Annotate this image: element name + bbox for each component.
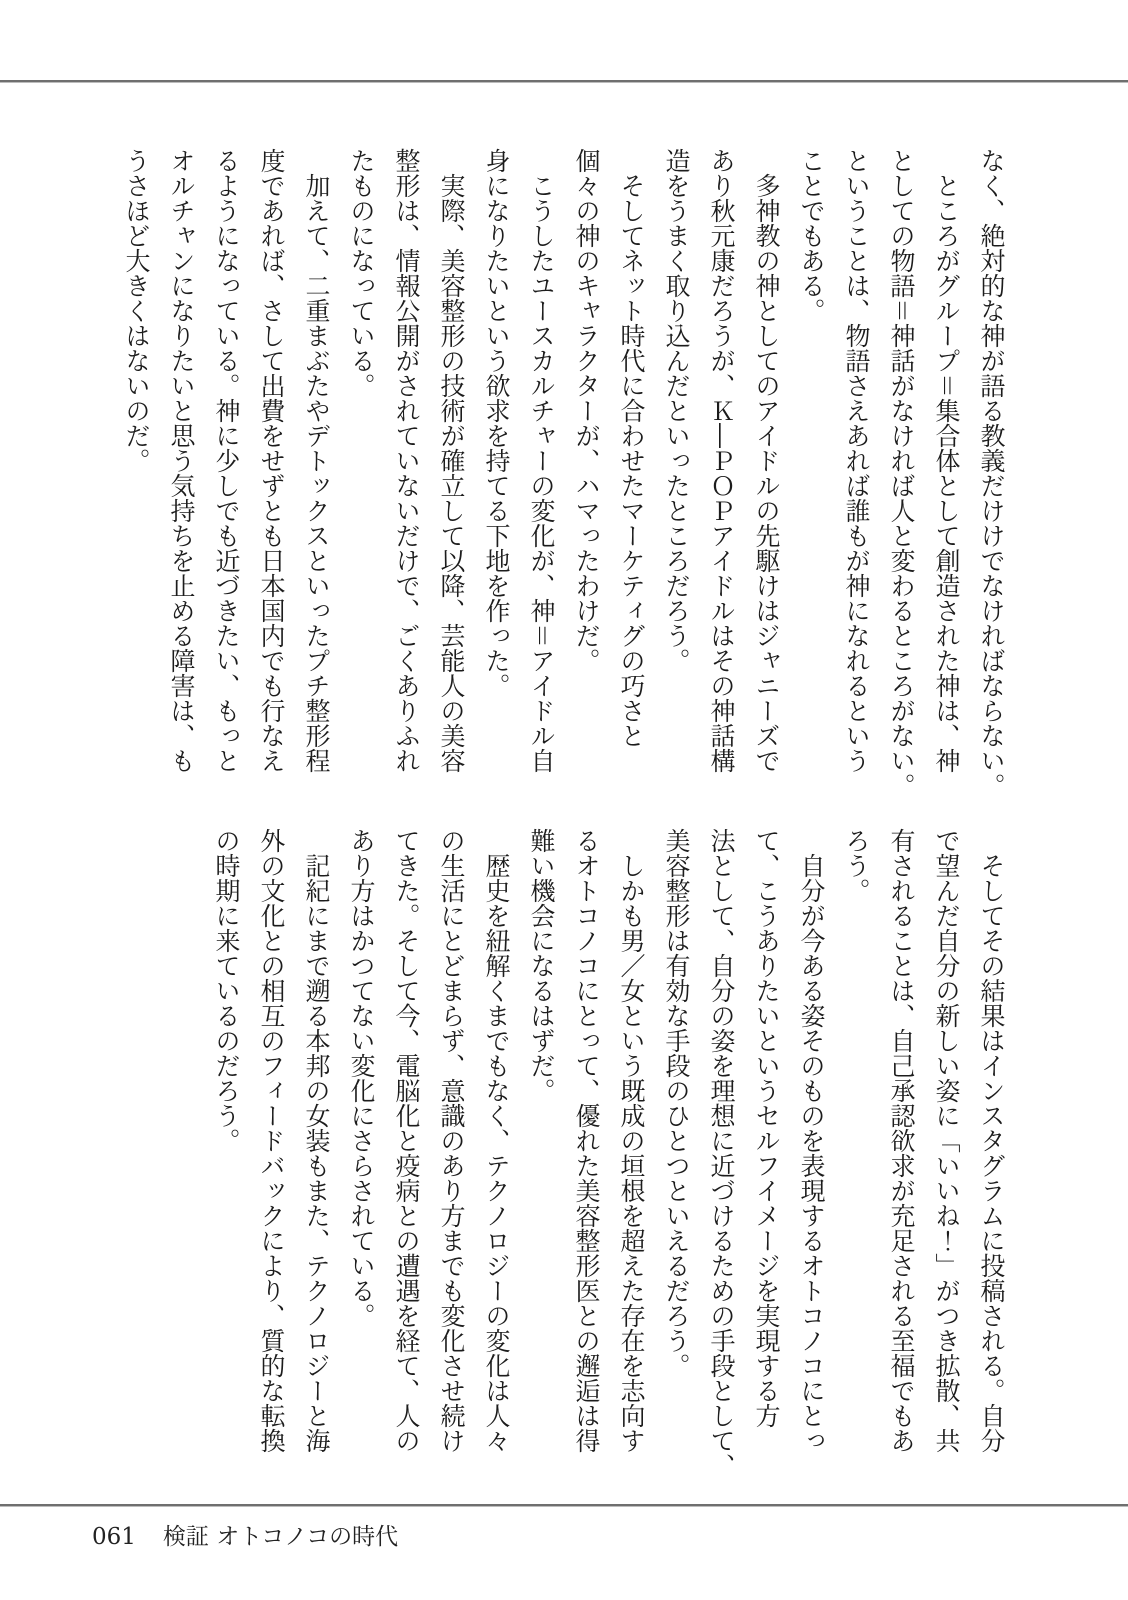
text-column: 整形は、情報公開がされていないだけで、ごくありふれ [392, 148, 421, 773]
text-column: で望んだ自分の新しい姿に「いいね！」がつき拡散、共 [932, 828, 961, 1453]
text-column: るオトコノコにとって、優れた美容整形医との邂逅は得 [572, 828, 601, 1453]
text-column: てきた。そして今、電脳化と疫病との遭遇を経て、人の [392, 828, 421, 1453]
text-column: あり方はかつてない変化にさらされている。 [347, 828, 376, 1328]
text-column: ということは、物語さえあれば誰もが神になれるという [842, 148, 871, 773]
text-column: こうしたユースカルチャーの変化が、神＝アイドル自 [527, 148, 556, 774]
text-column: そしてネット時代に合わせたマーケティグの巧さと [617, 148, 646, 748]
text-column: 法として、自分の姿を理想に近づけるための手段として、 [707, 828, 736, 1478]
text-column: 実際、美容整形の技術が確立して以降、芸能人の美容 [437, 148, 466, 773]
page-number: 061 [92, 1524, 136, 1550]
page-footer [92, 1518, 398, 1551]
text-column: しかも男／女という既成の垣根を超えた存在を志向す [617, 828, 646, 1453]
text-column: としての物語＝神話がなければ人と変わるところがない。 [887, 148, 916, 799]
bottom-divider [0, 1504, 1128, 1507]
text-column: 記紀にまで遡る本邦の女装もまた、テクノロジーと海 [302, 828, 331, 1453]
chapter-title: 検証 オトコノコの時代 [162, 1524, 399, 1550]
text-column: 美容整形は有効な手段のひとつといえるだろう。 [662, 828, 691, 1378]
text-column: の生活にとどまらず、意識のあり方までも変化させ続け [437, 828, 466, 1453]
text-column: オルチャンになりたいと思う気持ちを止める障害は、も [167, 148, 196, 773]
text-column: 多神教の神としてのアイドルの先駆けはジャニーズで [752, 148, 781, 773]
text-column: 難い機会になるはずだ。 [527, 828, 556, 1103]
bottom-text-block [204, 828, 1014, 1488]
text-column: ところがグループ＝集合体として創造された神は、神 [932, 148, 961, 774]
text-column: あり秋元康だろうが、Ｋ―ＰＯＰアイドルはその神話構 [707, 148, 736, 773]
text-column: ことでもある。 [797, 148, 826, 323]
text-column: 身になりたいという欲求を持てる下地を作った。 [482, 148, 511, 698]
text-column: 歴史を紐解くまでもなく、テクノロジーの変化は人々 [482, 828, 511, 1453]
text-column: るようになっている。神に少しでも近づきたい、もっと [212, 148, 241, 773]
text-column: 加えて、二重まぶたやデトックスといったプチ整形程 [302, 148, 331, 773]
top-text-block [114, 148, 1014, 808]
text-column: 度であれば、さして出費をせずとも日本国内でも行なえ [257, 148, 286, 773]
text-column: て、こうありたいというセルフイメージを実現する方 [752, 828, 781, 1428]
text-column: そしてその結果はインスタグラムに投稿される。自分 [977, 828, 1006, 1453]
text-column: なく、絶対的な神が語る教義だけけでなければならない。 [977, 148, 1006, 798]
text-column: うさほど大きくはないのだ。 [122, 148, 151, 473]
text-column: 有されることは、自己承認欲求が充足される至福でもあ [887, 828, 916, 1453]
text-column: 個々の神のキャラクターが、ハマったわけだ。 [572, 148, 601, 673]
text-column: の時期に来ているのだろう。 [212, 828, 241, 1153]
text-column: 造をうまく取り込んだといったところだろう。 [662, 148, 691, 673]
top-divider [0, 80, 1128, 83]
text-column: 自分が今ある姿そのものを表現するオトコノコにとっ [797, 828, 826, 1453]
text-column: 外の文化との相互のフィードバックにより、質的な転換 [257, 828, 286, 1453]
text-column: ろう。 [842, 828, 871, 903]
text-column: たものになっている。 [347, 148, 376, 398]
